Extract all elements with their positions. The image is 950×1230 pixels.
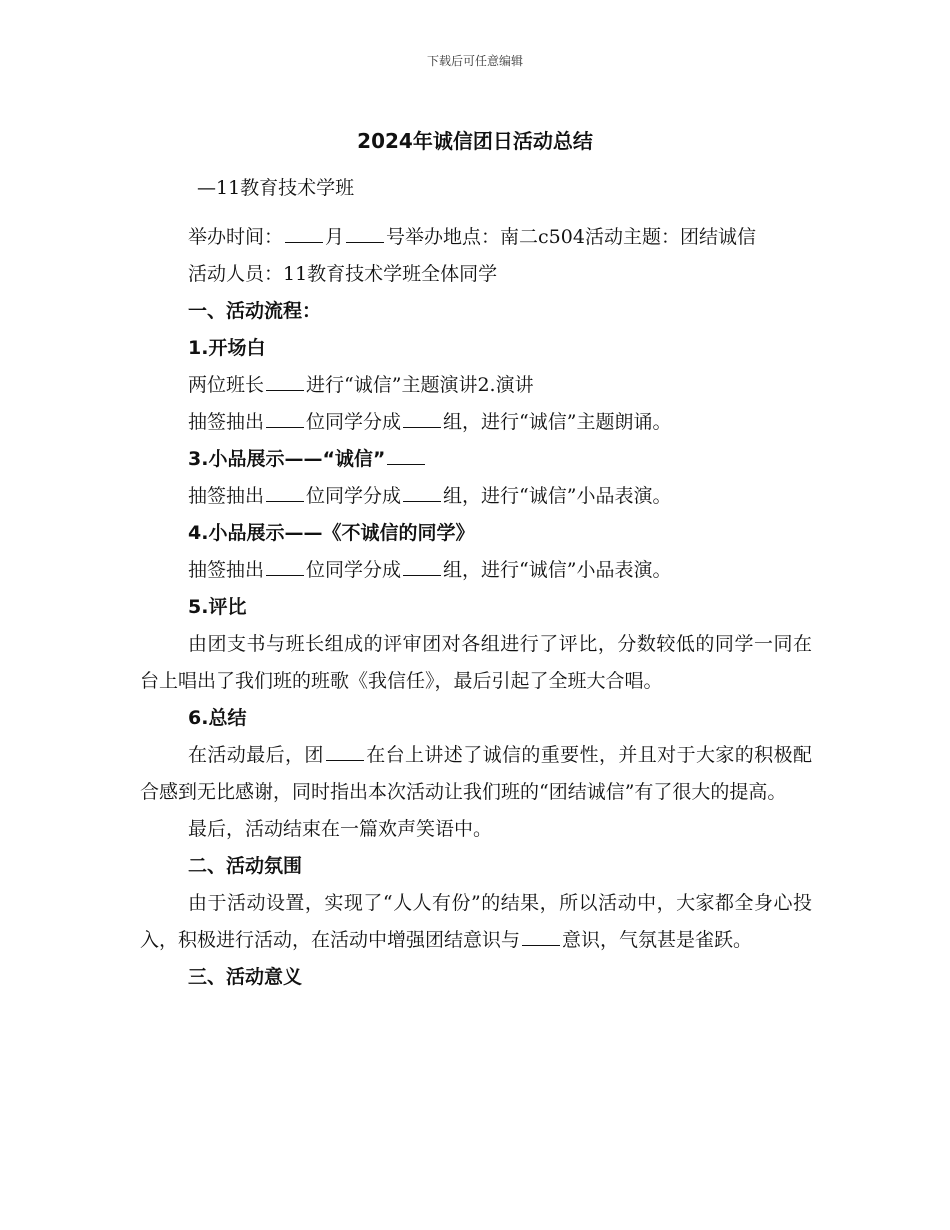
section-heading-process: 一、活动流程： — [188, 300, 322, 322]
evaluation-paragraph: 由团支书与班长组成的评审团对各组进行了评比，分数较低的同学一同在台上唱出了我们班的班歌《我信任》，最后引起了全班大合唱。 — [140, 633, 812, 692]
document-body — [140, 219, 812, 996]
summary-closing-line: 最后，活动结束在一篇欢声笑语中。 — [188, 818, 493, 840]
speech-draw-text: 抽签抽出 位同学分成 组，进行“诚信”主题朗诵。 — [188, 411, 672, 433]
item-heading-opening: 1.开场白 — [188, 337, 266, 359]
blank-underline — [266, 500, 304, 502]
item-heading-evaluation: 5.评比 — [188, 596, 247, 618]
blank-underline — [266, 574, 304, 576]
subtitle: —11教育技术学班 — [197, 177, 355, 199]
blank-underline — [403, 574, 441, 576]
section-heading-atmosphere: 二、活动氛围 — [188, 855, 303, 877]
item-heading-skit-dishonest: 4.小品展示——《不诚信的同学》 — [188, 522, 475, 544]
item-heading-skit-integrity: 3.小品展示——“诚信” — [140, 441, 812, 478]
item-heading-summary: 6.总结 — [188, 707, 247, 729]
opening-text: 两位班长 进行“诚信”主题演讲2.演讲 — [188, 374, 534, 396]
blank-underline — [346, 241, 384, 243]
blank-underline — [522, 944, 560, 946]
skit2-draw-text: 抽签抽出 位同学分成 组，进行“诚信”小品表演。 — [188, 559, 672, 581]
section-heading-significance: 三、活动意义 — [188, 966, 303, 988]
blank-underline — [403, 500, 441, 502]
blank-underline — [403, 426, 441, 428]
page-header-note: 下载后可任意编辑 — [426, 54, 523, 68]
blank-underline — [266, 389, 304, 391]
skit1-draw-text: 抽签抽出 位同学分成 组，进行“诚信”小品表演。 — [188, 485, 672, 507]
blank-underline — [266, 426, 304, 428]
summary-paragraph: 在活动最后，团 在台上讲述了诚信的重要性，并且对于大家的积极配合感到无比感谢，同时指出本次活动让我们班的“团结诚信”有了很大的提高。 — [140, 744, 812, 803]
page-title: 2024年诚信团日活动总结 — [357, 129, 593, 153]
info-line-time-place: 举办时间： 月 号举办地点：南二c504活动主题：团结诚信 — [188, 226, 756, 248]
atmosphere-paragraph: 由于活动设置，实现了“人人有份”的结果，所以活动中，大家都全身心投入，积极进行活动，在活动中增强团结意识与 意识，气氛甚是雀跃。 — [140, 892, 812, 951]
blank-underline — [285, 241, 323, 243]
blank-underline — [326, 759, 364, 761]
info-line-participants: 活动人员：11教育技术学班全体同学 — [188, 263, 498, 285]
blank-underline — [387, 463, 425, 465]
